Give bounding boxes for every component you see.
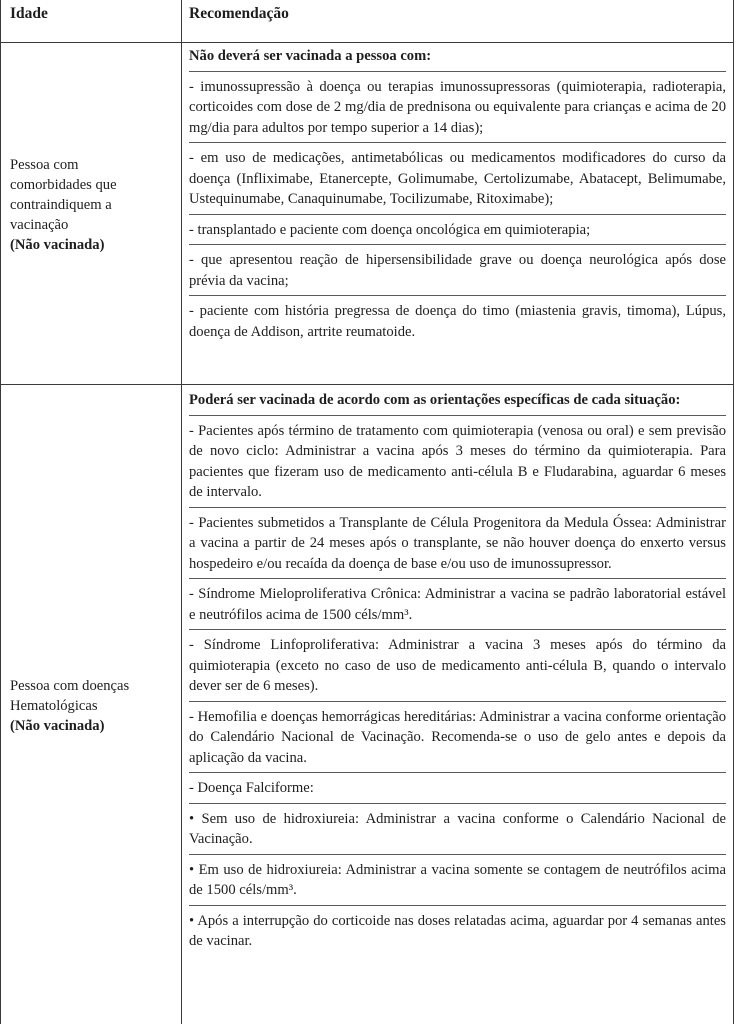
row2-item: - Hemofilia e doenças hemorrágicas hereditárias: Administrar a vacina conforme orientação do Calendário Nacional de Vacinação. Recomenda-se o uso de gelo antes e depois da aplicação da vacina. — [189, 707, 726, 774]
row2-intro: Poderá ser vacinada de acordo com as orientações específicas de cada situação: — [189, 390, 726, 416]
row2-idade-line: Pessoa com doenças — [10, 678, 130, 694]
table-right-border — [733, 0, 734, 1024]
row2-idade-line: Hematológicas — [10, 698, 98, 714]
row1-idade-line: Pessoa com — [10, 157, 79, 173]
row2-item: - Síndrome Linfoproliferativa: Administrar a vacina 3 meses após do término da quimioterapia (exceto no caso de uso de medicamento anti-célula B, quando o intervalo dever ser de 6 meses). — [189, 635, 726, 702]
row1-item: - em uso de medicações, antimetabólicas ou medicamentos modificadores do curso da doença (Infliximabe, Etanercepte, Golimumabe, Certolizumabe, Abatacept, Belimumabe, Ustequinumabe, Canaquinumabe, Tocilizumabe, Ritoximabe); — [189, 148, 726, 215]
row2-bullet: • Em uso de hidroxiureia: Administrar a vacina somente se contagem de neutrófilos acima de 1500 céls/mm³. — [189, 860, 726, 906]
row1-idade-line: comorbidades que — [10, 177, 117, 193]
row1-idade-status: (Não vacinada) — [10, 237, 105, 253]
row1-idade-line: contraindiquem a — [10, 197, 112, 213]
row2-idade-status: (Não vacinada) — [10, 718, 105, 734]
row2-item: - Pacientes após término de tratamento com quimioterapia (venosa ou oral) e sem previsão de novo ciclo: Administrar a vacina após 3 meses do término da quimioterapia. Para pacientes que fizeram uso de medicamento anti-célula B e Fludarabina, aguardar 6 meses de intervalo. — [189, 421, 726, 508]
row2-bullet: • Sem uso de hidroxiureia: Administrar a vacina conforme o Calendário Nacional de Vacinação. — [189, 809, 726, 855]
row1-intro: Não deverá ser vacinada a pessoa com: — [189, 46, 726, 72]
row2-item: - Síndrome Mieloproliferativa Crônica: Administrar a vacina se padrão laboratorial estável e neutrófilos acima de 1500 céls/mm³. — [189, 584, 726, 630]
row1-item: - paciente com história pregressa de doença do timo (miastenia gravis, timoma), Lúpus, doença de Addison, artrite reumatoide. — [189, 303, 726, 340]
row2-idade-cell — [10, 676, 175, 736]
row1-idade-cell — [10, 155, 175, 255]
row1-idade-line: vacinação — [10, 217, 69, 233]
header-idade: Idade — [10, 5, 48, 22]
row2-recomendacao-cell — [189, 390, 726, 961]
row-divider — [0, 384, 734, 385]
column-divider — [181, 0, 182, 1024]
header-recomendacao: Recomendação — [189, 5, 289, 22]
row2-item: - Doença Falciforme: — [189, 778, 726, 804]
header-bottom-border — [0, 42, 734, 43]
row1-item: - que apresentou reação de hipersensibilidade grave ou doença neurológica após dose prévia da vacina; — [189, 250, 726, 296]
row1-item: - imunossupressão à doença ou terapias imunossupressoras (quimioterapia, radioterapia, corticoides com dose de 2 mg/dia de prednisona ou equivalente para crianças e acima de 20 mg/dia para adultos por tempo superior a 14 dias); — [189, 77, 726, 144]
row1-recomendacao-cell — [189, 46, 726, 351]
table-left-border — [0, 0, 1, 1024]
row2-item: - Pacientes submetidos a Transplante de Célula Progenitora da Medula Óssea: Administrar a vacina a partir de 24 meses após o transplante, se não houver doença do enxerto versus hospedeiro e/ou recaída da doença de base e/ou uso de imunossupressor. — [189, 513, 726, 580]
row2-bullet: • Após a interrupção do corticoide nas doses relatadas acima, aguardar por 4 semanas antes de vacinar. — [189, 912, 726, 949]
row1-item: - transplantado e paciente com doença oncológica em quimioterapia; — [189, 220, 726, 246]
